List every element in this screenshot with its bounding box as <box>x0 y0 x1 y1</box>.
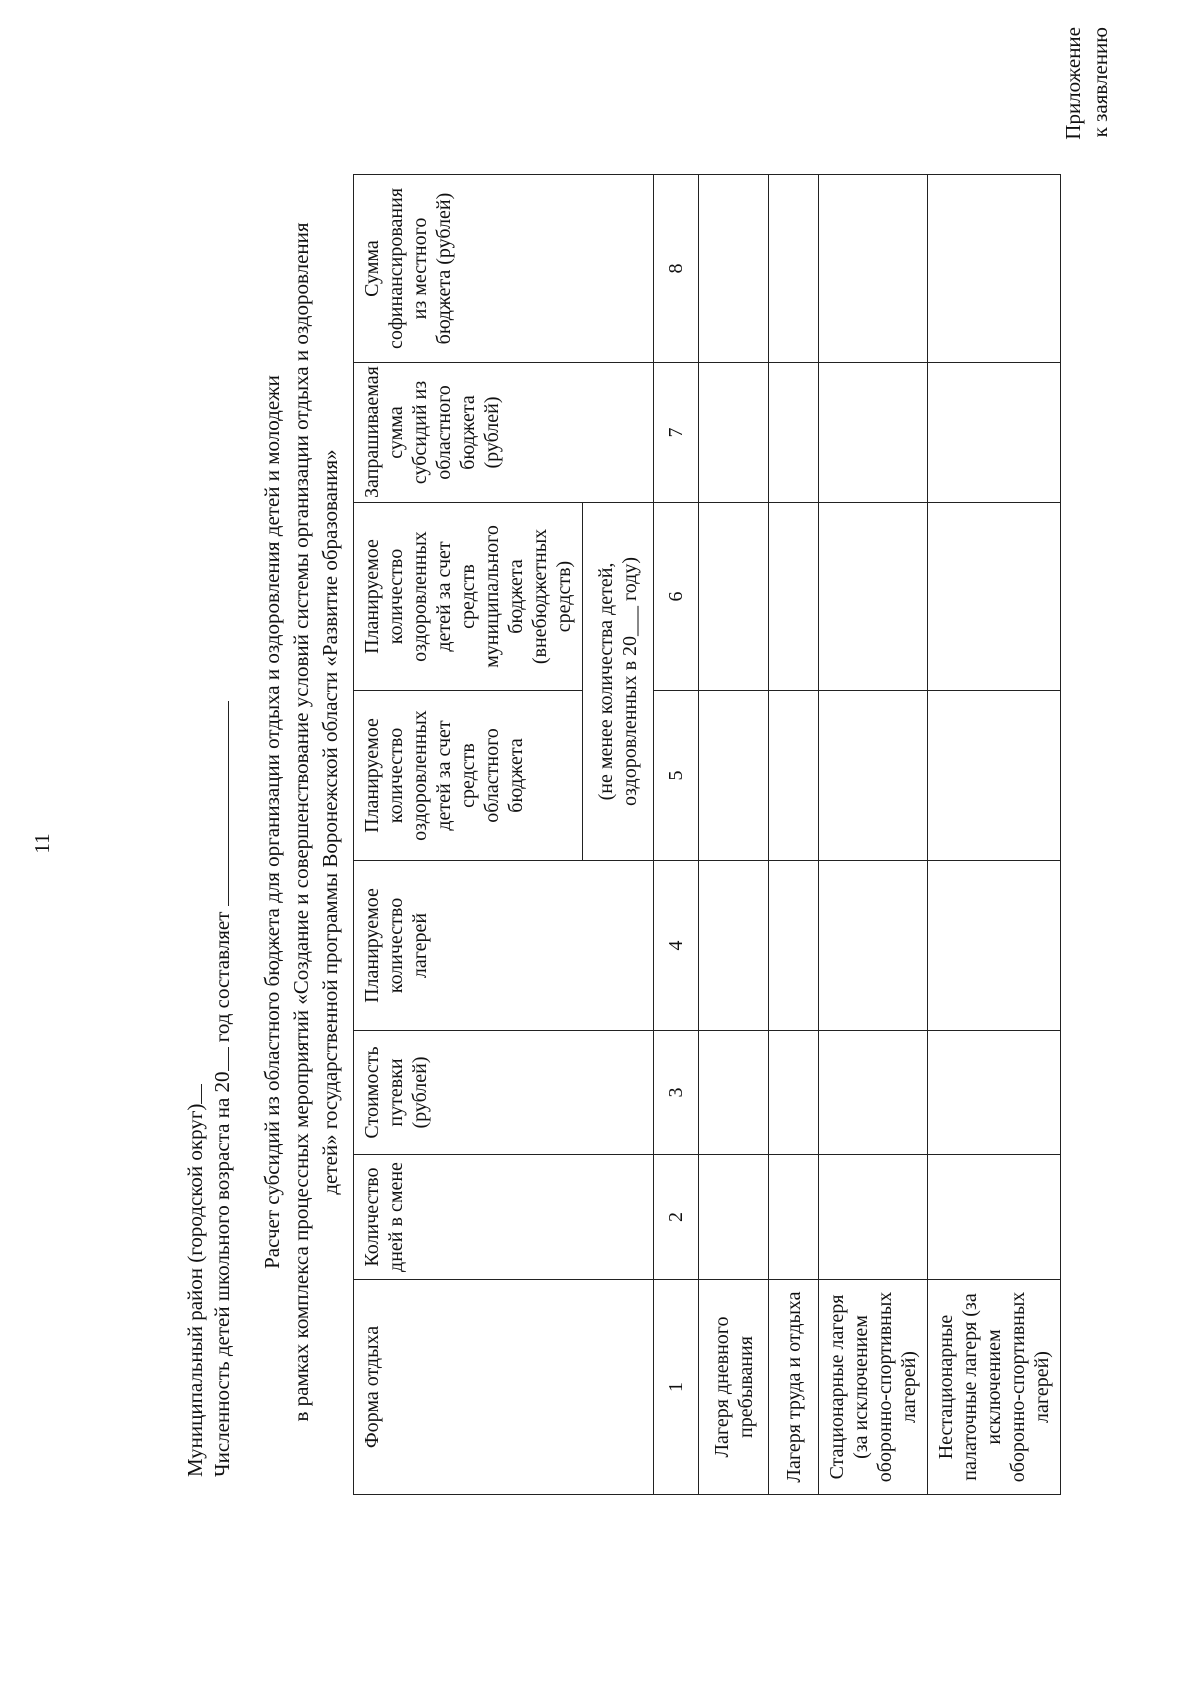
table-cell <box>819 175 928 363</box>
table-cell <box>928 363 1061 503</box>
subsidy-table-wrapper <box>353 175 1061 1495</box>
table-cell <box>928 503 1061 691</box>
header-note: (не менее количества детей, оздоровленных в 20___ году) <box>583 503 654 861</box>
table-cell <box>928 1155 1061 1280</box>
table-cell <box>819 691 928 861</box>
table-cell <box>819 861 928 1031</box>
table-cell <box>819 363 928 503</box>
table-cell <box>769 861 819 1031</box>
table-cell <box>769 1155 819 1280</box>
title-line-2: в рамках комплекса процессных мероприятий «Создание и совершенствование условий системы организации отдыха и оздоровления <box>289 222 313 1422</box>
table-cell <box>928 691 1061 861</box>
municipality-label: Муниципальный район (городской округ) <box>183 1103 207 1477</box>
table-cell <box>699 363 769 503</box>
table-cell <box>699 1031 769 1155</box>
note-prefix: (не менее количества детей, оздоровленных в 20 <box>595 562 641 807</box>
table-cell <box>699 175 769 363</box>
title-line-3: детей» государственной программы Воронежской области «Развитие образования» <box>318 449 342 1195</box>
children-count-blank-line <box>210 701 229 906</box>
children-count-suffix: год составляет <box>210 911 234 1043</box>
table-row <box>928 175 1061 1495</box>
table-row <box>699 175 769 1495</box>
table-row <box>769 175 819 1495</box>
appendix-line-1: Приложение <box>1061 27 1085 140</box>
table-cell <box>699 503 769 691</box>
children-count-prefix: Численность детей школьного возраста на 20 <box>210 1071 234 1477</box>
column-number: 1 <box>654 1280 699 1495</box>
table-cell <box>699 691 769 861</box>
row-label-day-camps: Лагеря дневного пребывания <box>699 1280 769 1495</box>
table-cell <box>769 363 819 503</box>
table-cell <box>819 1031 928 1155</box>
header-children-regional-budget: Планируемое количество оздоровленных детей за счет средств областного бюджета <box>354 691 583 861</box>
table-cell <box>928 1031 1061 1155</box>
column-number: 3 <box>654 1031 699 1155</box>
table-cell <box>928 861 1061 1031</box>
table-cell <box>699 1155 769 1280</box>
column-number: 8 <box>654 175 699 363</box>
note-suffix: году) <box>619 557 641 601</box>
table-cell <box>769 503 819 691</box>
header-form-of-rest: Форма отдыха <box>354 1280 654 1495</box>
header-requested-subsidy: Запрашиваемая сумма субсидий из областного бюджета (рублей) <box>354 363 654 503</box>
column-number: 7 <box>654 363 699 503</box>
header-row <box>354 175 583 1495</box>
table-cell <box>699 861 769 1031</box>
column-number: 6 <box>654 503 699 691</box>
table-cell <box>819 1155 928 1280</box>
column-number: 2 <box>654 1155 699 1280</box>
title-line-1: Расчет субсидий из областного бюджета для организации отдыха и оздоровления детей и молодежи <box>260 375 284 1269</box>
header-voucher-cost: Стоимость путевки (рублей) <box>354 1031 654 1155</box>
column-numbers-row <box>654 175 699 1495</box>
page-number: 11 <box>30 833 54 854</box>
table-cell <box>769 691 819 861</box>
children-count-field <box>210 701 235 1477</box>
document-title <box>258 147 345 1497</box>
appendix-line-2: к заявлению <box>1088 27 1112 138</box>
column-number: 4 <box>654 861 699 1031</box>
table-cell <box>928 175 1061 363</box>
header-cofinancing: Сумма софинансирования из местного бюджета (рублей) <box>354 175 654 363</box>
municipality-field <box>183 1084 208 1477</box>
header-days-in-shift: Количество дней в смене <box>354 1155 654 1280</box>
year-blank-line <box>210 1047 229 1071</box>
municipality-blank-line <box>183 1084 202 1104</box>
table-row <box>819 175 928 1495</box>
header-children-municipal-budget: Планируемое количество оздоровленных детей за счет средств муниципального бюджета (внебюджетных средств) <box>354 503 583 691</box>
row-label-stationary-camps: Стационарные лагеря (за исключением оборонно-спортивных лагерей) <box>819 1280 928 1495</box>
row-label-labor-camps: Лагеря труда и отдыха <box>769 1280 819 1495</box>
table-cell <box>769 1031 819 1155</box>
subsidy-table <box>353 174 1061 1495</box>
table-cell <box>819 503 928 691</box>
appendix-note <box>1060 27 1114 287</box>
header-planned-camps: Планируемое количество лагерей <box>354 861 654 1031</box>
column-number: 5 <box>654 691 699 861</box>
table-cell <box>769 175 819 363</box>
row-label-tent-camps: Нестационарные палаточные лагеря (за исключением оборонно-спортивных лагерей) <box>928 1280 1061 1495</box>
